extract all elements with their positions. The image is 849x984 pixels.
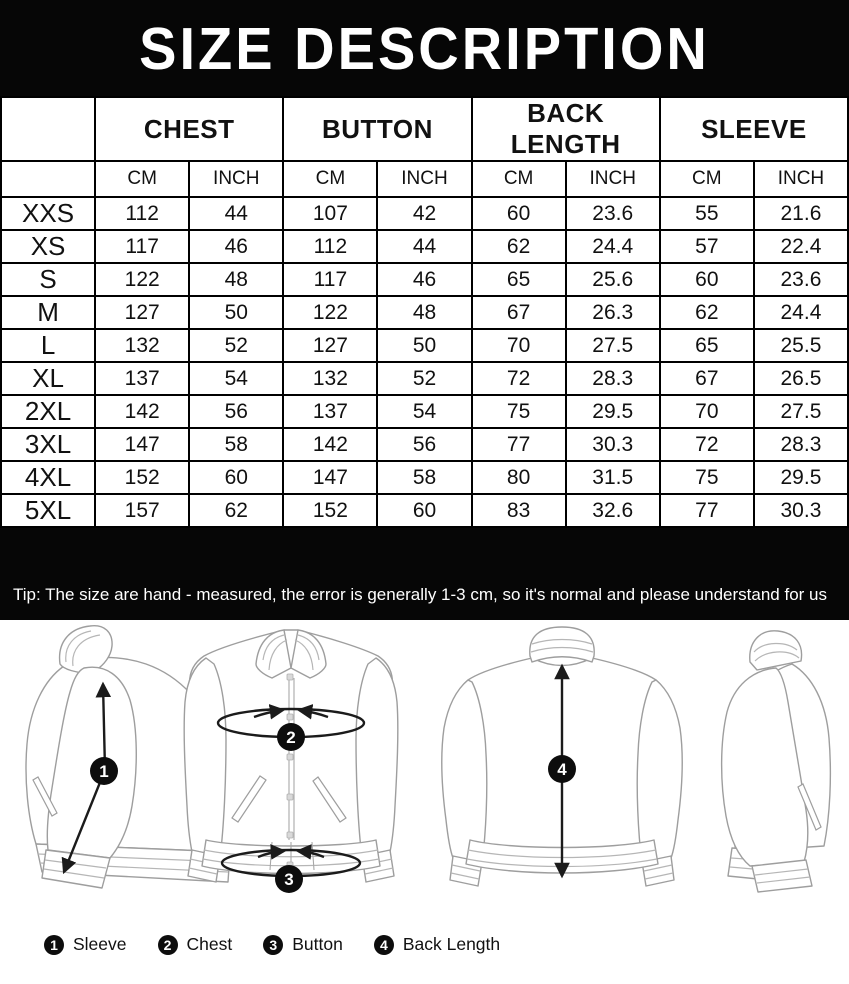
size-table-header xyxy=(1,97,848,197)
jacket-diagrams xyxy=(0,620,849,932)
size-value-cell: 80 xyxy=(472,461,566,494)
unit-header-cm: CM xyxy=(95,161,189,197)
table-corner-cell xyxy=(1,161,95,197)
size-value-cell: 147 xyxy=(283,461,377,494)
size-value-cell: 58 xyxy=(377,461,471,494)
size-value-cell: 58 xyxy=(189,428,283,461)
size-value-cell: 77 xyxy=(472,428,566,461)
size-table xyxy=(0,96,849,528)
page-title: SIZE DESCRIPTION xyxy=(139,14,710,82)
size-label: XXS xyxy=(1,197,95,230)
size-value-cell: 54 xyxy=(377,395,471,428)
measurement-illustrations xyxy=(0,620,849,984)
size-value-cell: 117 xyxy=(283,263,377,296)
size-value-cell: 65 xyxy=(660,329,754,362)
marker-4-number: 4 xyxy=(557,760,567,779)
table-row xyxy=(1,296,848,329)
size-value-cell: 70 xyxy=(472,329,566,362)
size-value-cell: 30.3 xyxy=(566,428,660,461)
size-value-cell: 52 xyxy=(377,362,471,395)
size-value-cell: 25.6 xyxy=(566,263,660,296)
legend-badge-2: 2 xyxy=(158,935,178,955)
column-group-row xyxy=(1,97,848,161)
unit-header-cm: CM xyxy=(660,161,754,197)
legend-label-sleeve: Sleeve xyxy=(73,934,127,954)
table-row xyxy=(1,197,848,230)
legend-item-back-length xyxy=(374,934,500,955)
size-value-cell: 60 xyxy=(189,461,283,494)
size-label: 2XL xyxy=(1,395,95,428)
size-value-cell: 72 xyxy=(660,428,754,461)
size-value-cell: 42 xyxy=(377,197,471,230)
unit-header-inch: INCH xyxy=(189,161,283,197)
size-value-cell: 67 xyxy=(660,362,754,395)
legend-label-button: Button xyxy=(292,934,343,954)
size-value-cell: 44 xyxy=(377,230,471,263)
legend-item-sleeve xyxy=(44,934,127,955)
size-value-cell: 27.5 xyxy=(754,395,848,428)
size-value-cell: 75 xyxy=(472,395,566,428)
size-label: S xyxy=(1,263,95,296)
size-value-cell: 24.4 xyxy=(566,230,660,263)
column-group-chest: CHEST xyxy=(95,97,283,161)
size-value-cell: 22.4 xyxy=(754,230,848,263)
size-value-cell: 157 xyxy=(95,494,189,527)
table-row xyxy=(1,494,848,527)
size-value-cell: 56 xyxy=(189,395,283,428)
size-label: XS xyxy=(1,230,95,263)
size-value-cell: 137 xyxy=(95,362,189,395)
legend-badge-1: 1 xyxy=(44,935,64,955)
size-value-cell: 28.3 xyxy=(754,428,848,461)
jacket-front-view xyxy=(184,630,398,893)
measurement-legend xyxy=(44,934,500,955)
size-value-cell: 152 xyxy=(283,494,377,527)
size-value-cell: 55 xyxy=(660,197,754,230)
size-value-cell: 152 xyxy=(95,461,189,494)
size-label: L xyxy=(1,329,95,362)
size-value-cell: 62 xyxy=(189,494,283,527)
size-value-cell: 23.6 xyxy=(754,263,848,296)
size-value-cell: 62 xyxy=(660,296,754,329)
size-label: XL xyxy=(1,362,95,395)
jacket-back-view xyxy=(442,627,682,886)
size-value-cell: 112 xyxy=(283,230,377,263)
size-label: 4XL xyxy=(1,461,95,494)
size-value-cell: 44 xyxy=(189,197,283,230)
size-value-cell: 54 xyxy=(189,362,283,395)
unit-header-inch: INCH xyxy=(377,161,471,197)
table-row xyxy=(1,395,848,428)
size-label: 3XL xyxy=(1,428,95,461)
size-value-cell: 67 xyxy=(472,296,566,329)
title-band xyxy=(0,0,849,96)
marker-2-number: 2 xyxy=(286,728,296,747)
size-value-cell: 62 xyxy=(472,230,566,263)
table-row xyxy=(1,263,848,296)
size-value-cell: 70 xyxy=(660,395,754,428)
legend-item-chest xyxy=(158,934,233,955)
unit-header-row xyxy=(1,161,848,197)
size-value-cell: 147 xyxy=(95,428,189,461)
size-value-cell: 83 xyxy=(472,494,566,527)
table-row xyxy=(1,428,848,461)
size-value-cell: 50 xyxy=(377,329,471,362)
size-value-cell: 137 xyxy=(283,395,377,428)
column-group-sleeve: SLEEVE xyxy=(660,97,848,161)
jacket-side-view-left xyxy=(722,631,831,892)
unit-header-cm: CM xyxy=(472,161,566,197)
size-value-cell: 60 xyxy=(660,263,754,296)
table-row xyxy=(1,461,848,494)
size-value-cell: 72 xyxy=(472,362,566,395)
size-value-cell: 32.6 xyxy=(566,494,660,527)
size-table-body xyxy=(1,197,848,527)
size-value-cell: 75 xyxy=(660,461,754,494)
size-value-cell: 46 xyxy=(377,263,471,296)
size-value-cell: 50 xyxy=(189,296,283,329)
size-value-cell: 132 xyxy=(95,329,189,362)
tip-band xyxy=(0,528,849,620)
size-value-cell: 23.6 xyxy=(566,197,660,230)
size-value-cell: 46 xyxy=(189,230,283,263)
size-value-cell: 26.3 xyxy=(566,296,660,329)
unit-header-inch: INCH xyxy=(754,161,848,197)
size-value-cell: 27.5 xyxy=(566,329,660,362)
size-value-cell: 31.5 xyxy=(566,461,660,494)
size-value-cell: 57 xyxy=(660,230,754,263)
size-value-cell: 127 xyxy=(283,329,377,362)
size-value-cell: 60 xyxy=(472,197,566,230)
size-value-cell: 122 xyxy=(95,263,189,296)
size-value-cell: 21.6 xyxy=(754,197,848,230)
legend-label-chest: Chest xyxy=(186,934,233,954)
size-value-cell: 29.5 xyxy=(566,395,660,428)
size-value-cell: 112 xyxy=(95,197,189,230)
legend-item-button xyxy=(263,934,343,955)
legend-label-back-length: Back Length xyxy=(402,934,501,954)
size-value-cell: 24.4 xyxy=(754,296,848,329)
size-value-cell: 60 xyxy=(377,494,471,527)
table-row xyxy=(1,329,848,362)
size-value-cell: 117 xyxy=(95,230,189,263)
size-value-cell: 107 xyxy=(283,197,377,230)
size-value-cell: 65 xyxy=(472,263,566,296)
size-label: 5XL xyxy=(1,494,95,527)
size-label: M xyxy=(1,296,95,329)
size-value-cell: 29.5 xyxy=(754,461,848,494)
unit-header-inch: INCH xyxy=(566,161,660,197)
size-value-cell: 52 xyxy=(189,329,283,362)
size-value-cell: 48 xyxy=(189,263,283,296)
table-row xyxy=(1,362,848,395)
size-value-cell: 77 xyxy=(660,494,754,527)
unit-header-cm: CM xyxy=(283,161,377,197)
column-group-back-length: BACK LENGTH xyxy=(472,97,660,161)
size-value-cell: 122 xyxy=(283,296,377,329)
size-value-cell: 142 xyxy=(95,395,189,428)
column-group-button: BUTTON xyxy=(283,97,471,161)
table-corner-cell xyxy=(1,97,95,161)
size-value-cell: 56 xyxy=(377,428,471,461)
table-row xyxy=(1,230,848,263)
size-value-cell: 30.3 xyxy=(754,494,848,527)
legend-badge-3: 3 xyxy=(263,935,283,955)
size-value-cell: 26.5 xyxy=(754,362,848,395)
size-value-cell: 25.5 xyxy=(754,329,848,362)
size-value-cell: 28.3 xyxy=(566,362,660,395)
size-value-cell: 142 xyxy=(283,428,377,461)
size-value-cell: 132 xyxy=(283,362,377,395)
marker-3-number: 3 xyxy=(284,870,294,889)
size-value-cell: 48 xyxy=(377,296,471,329)
size-value-cell: 127 xyxy=(95,296,189,329)
legend-badge-4: 4 xyxy=(374,935,394,955)
tip-text: Tip: The size are hand - measured, the error is generally 1-3 cm, so it's normal and please understand for us xyxy=(13,585,827,604)
marker-1-number: 1 xyxy=(99,762,109,781)
